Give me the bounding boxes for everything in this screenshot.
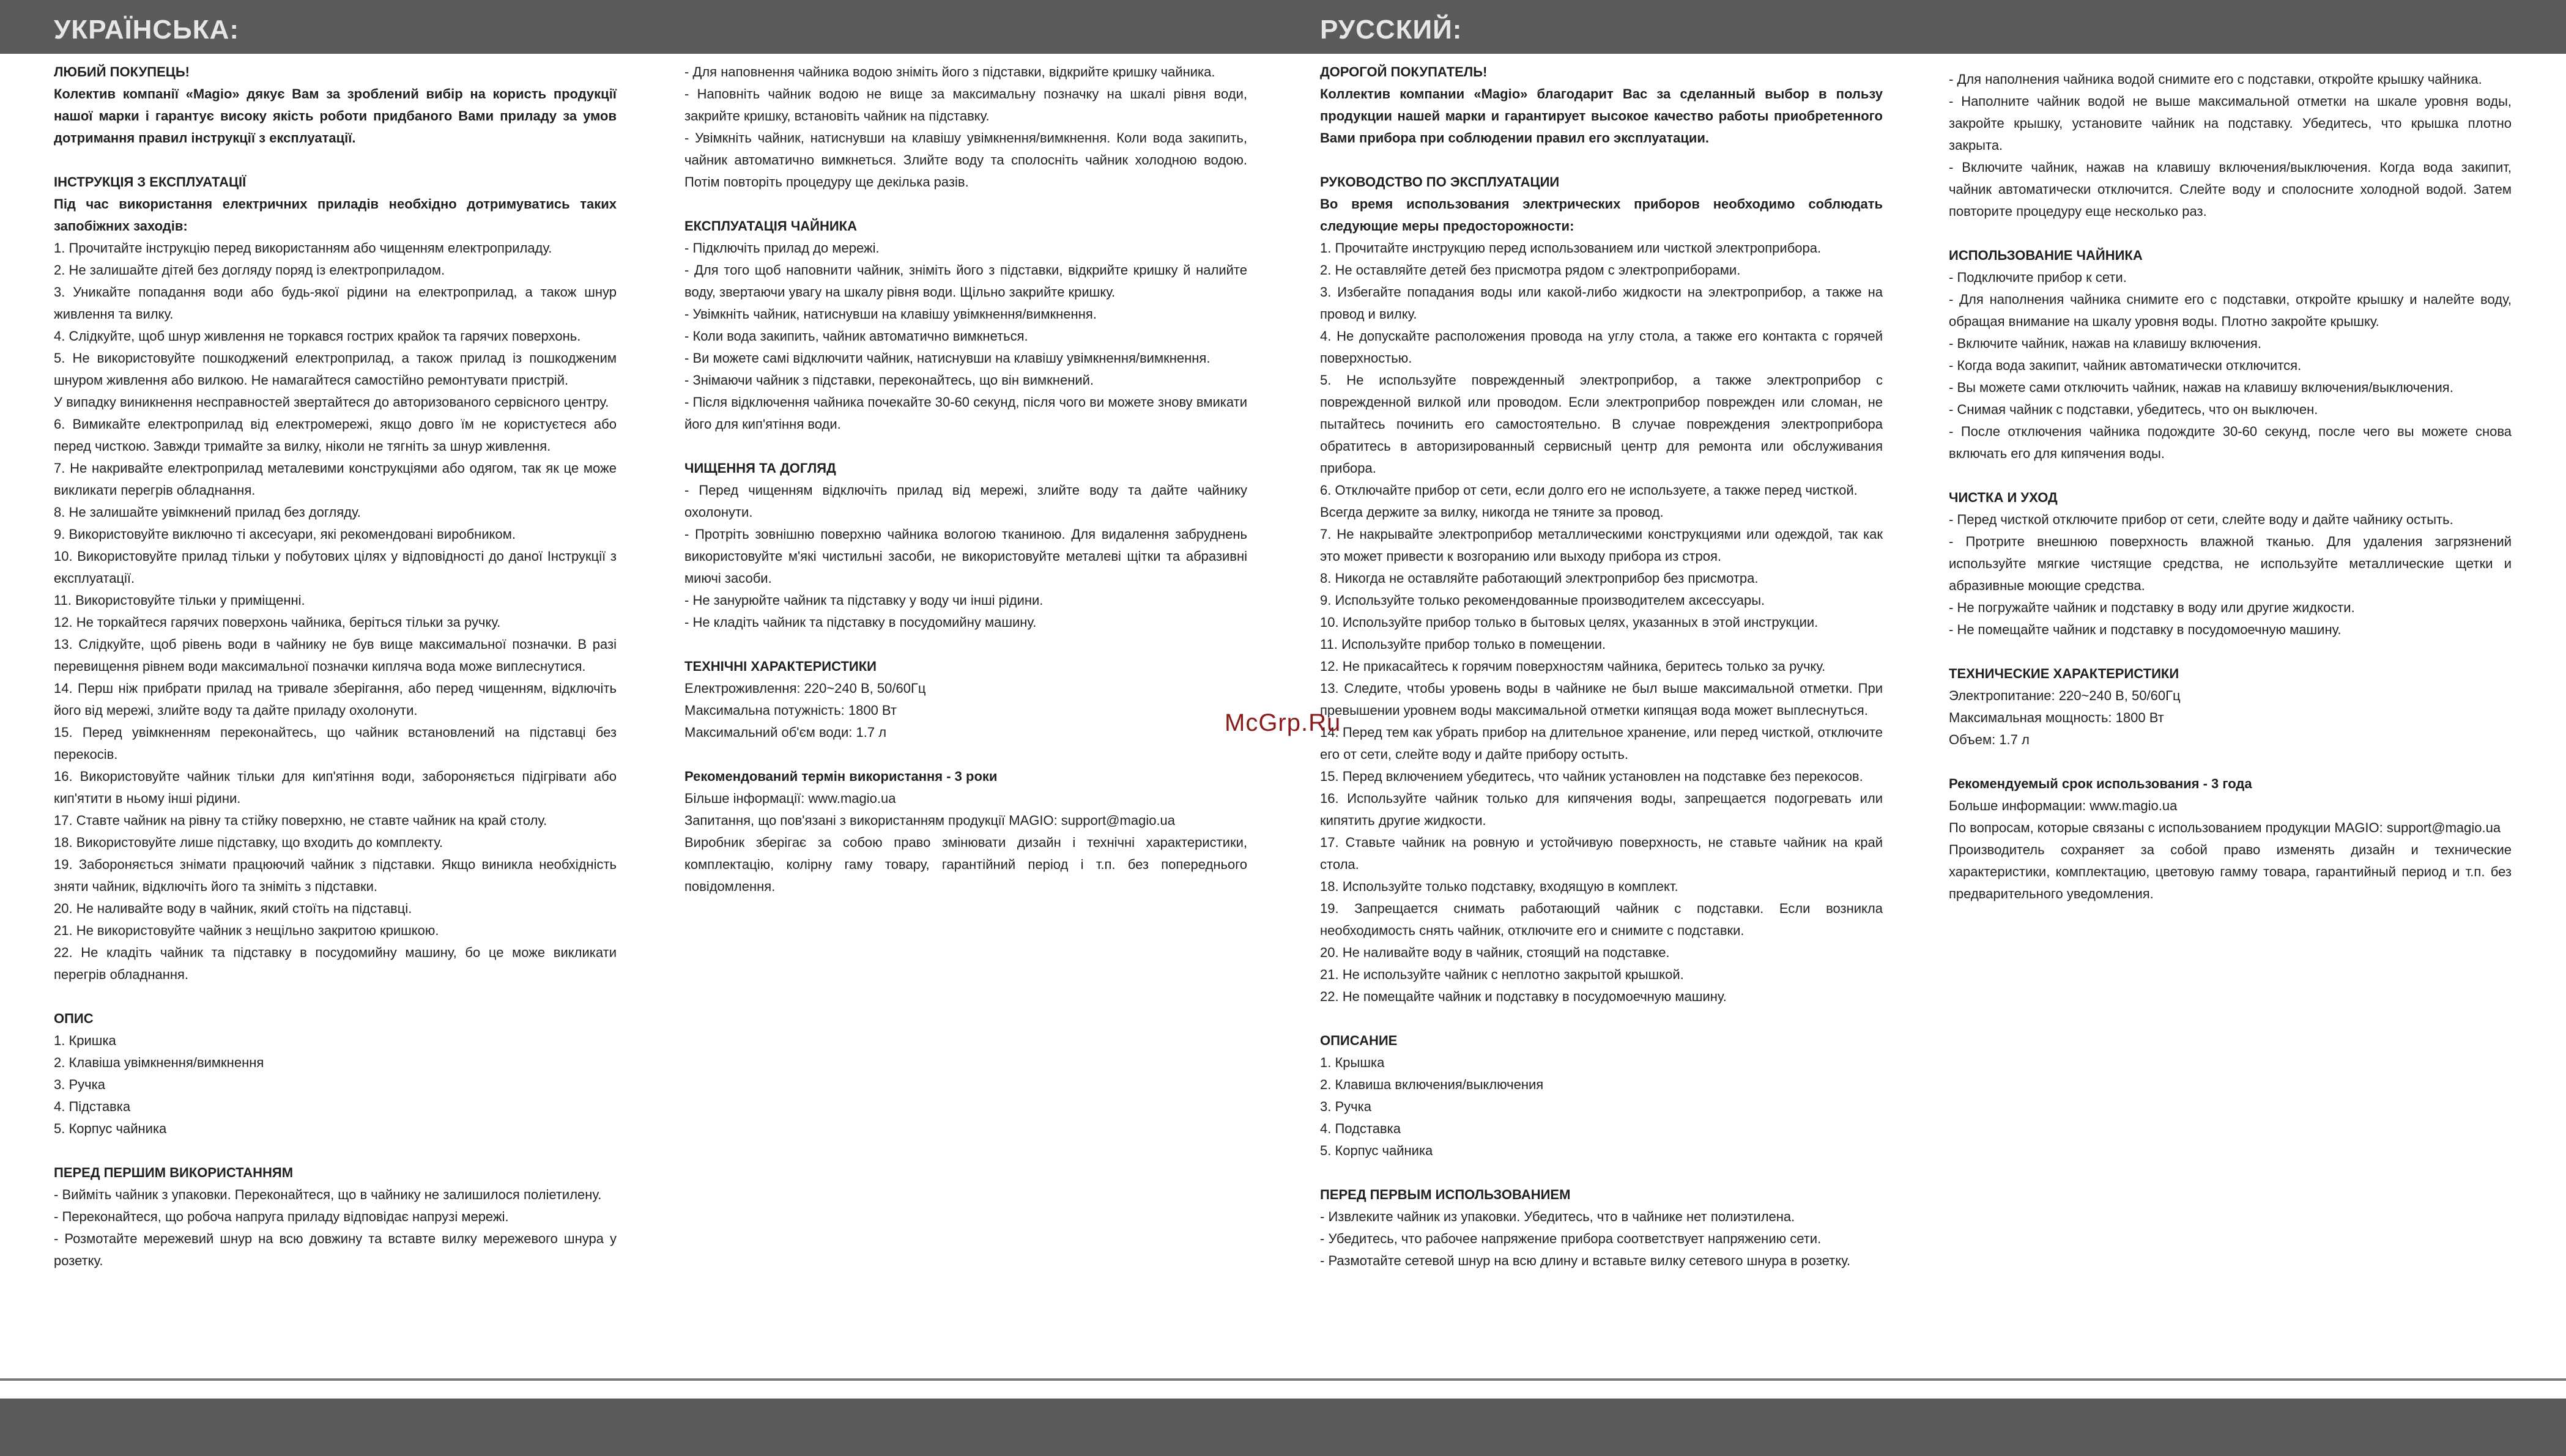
ua-rule: 3. Уникайте попадання води або будь-якої рідини на електроприлад, а також шнур живлення та вилку. xyxy=(54,284,617,322)
ua-rule: 4. Слідкуйте, щоб шнур живлення не торкався гострих крайок та гарячих поверхонь. xyxy=(54,328,581,344)
ru-rule: 6. Отключайте прибор от сети, если долго его не используете, а также перед чисткой. xyxy=(1320,482,1858,498)
ru-first-use-item: - Для наполнения чайника водой снимите его с подставки, откройте крышку чайника. xyxy=(1949,72,2482,87)
ua-rule: 8. Не залишайте увімкнений прилад без догляду. xyxy=(54,504,361,520)
ua-care-item: - Протріть зовнішню поверхню чайника вологою тканиною. Для видалення забруднень використовуйте м'які чистильні засоби, не використовуйте металеві щітки та абразивні миючі засоби. xyxy=(684,527,1247,586)
ua-rule: 14. Перш ніж прибрати прилад на тривале зберігання, або перед чищенням, відключіть його від мережі, злийте воду та дайте приладу охолонути. xyxy=(54,681,617,718)
ua-rule: 9. Використовуйте виключно ті аксесуари, які рекомендовані виробником. xyxy=(54,527,516,542)
ua-rule: 1. Прочитайте інструкцію перед використанням або чищенням електроприладу. xyxy=(54,240,552,256)
ru-rule: 11. Используйте прибор только в помещении. xyxy=(1320,637,1606,652)
ua-rule: 13. Слідкуйте, щоб рівень води в чайнику не був вище максимальної позначки. В разі перевищення рівнем води максимальної позначки кипляча вода може виплеснутися. xyxy=(54,637,617,674)
ru-operation-item: - Снимая чайник с подставки, убедитесь, что он выключен. xyxy=(1949,402,2318,417)
ru-first-use-heading: ПЕРЕД ПЕРВЫМ ИСПОЛЬЗОВАНИЕМ xyxy=(1320,1187,1571,1202)
ua-care-item: - Не занурюйте чайник та підставку у воду чи інші рідини. xyxy=(684,593,1044,608)
ru-spec-item: Максимальная мощность: 1800 Вт xyxy=(1949,710,2164,725)
ru-description-heading: ОПИСАНИЕ xyxy=(1320,1033,1398,1048)
ua-description-heading: ОПИС xyxy=(54,1011,94,1026)
ru-operation-item: - Вы можете сами отключить чайник, нажав на клавишу включения/выключения. xyxy=(1949,380,2453,395)
ru-rule: 10. Используйте прибор только в бытовых целях, указанных в этой инструкции. xyxy=(1320,615,1819,630)
ua-instruction-heading: ІНСТРУКЦІЯ З ЕКСПЛУАТАЦІЇ xyxy=(54,174,247,190)
ru-care-heading: ЧИСТКА И УХОД xyxy=(1949,490,2058,505)
ua-instruction-lead: Під час використання електричних приладів необхідно дотримуватись таких запобіжних заходів: xyxy=(54,196,617,234)
ru-column-2 xyxy=(1949,68,2512,905)
ru-rule: 7. Не накрывайте электроприбор металлическими конструкциями или одеждой, так как это может привести к возгоранию или выходу прибора из строя. xyxy=(1320,527,1883,564)
ua-rule: 12. Не торкайтеся гарячих поверхонь чайника, беріться тільки за ручку. xyxy=(54,615,501,630)
ua-rule: 6. Вимикайте електроприлад від електромережі, якщо довго їм не користуєтеся або перед чисткою. Завжди тримайте за вилку, ніколи не тягніть за шнур живлення. xyxy=(54,416,617,454)
ua-spec-item: Максимальний об'єм води: 1.7 л xyxy=(684,725,887,740)
ru-care-item: - Не погружайте чайник и подставку в воду или другие жидкости. xyxy=(1949,600,2355,615)
ua-operation-item: - Для того щоб наповнити чайник, зніміть його з підставки, відкрийте кришку й налийте воду, звертаючи увагу на шкалу рівня води. Щільно закрийте кришку. xyxy=(684,262,1247,300)
ua-operation-heading: ЕКСПЛУАТАЦІЯ ЧАЙНИКА xyxy=(684,218,857,234)
ua-rule: 19. Забороняється знімати працюючий чайник з підставки. Якщо виникла необхідність зняти чайник, відключіть його та зніміть з підставки. xyxy=(54,857,617,894)
ua-rule: 2. Не залишайте дітей без догляду поряд із електроприладом. xyxy=(54,262,445,278)
ua-first-use-item: - Наповніть чайник водою не вище за максимальну позначку на шкалі рівня води, закрийте кришку, встановіть чайник на підставку. xyxy=(684,86,1247,124)
ru-rule: 5. Не используйте поврежденный электроприбор, а также электроприбор с поврежденной вилкой или проводом. Если электроприбор поврежден или сломан, не пытайтесь починить его самостоятельно. В случае повреждения электроприбора обратитесь в авторизированный сервисный центр для ремонта или обслуживания прибора. xyxy=(1320,372,1883,476)
ua-care-item: - Не кладіть чайник та підставку в посудомийну машину. xyxy=(684,615,1037,630)
ru-first-use-item: - Размотайте сетевой шнур на всю длину и вставьте вилку сетевого шнура в розетку. xyxy=(1320,1253,1850,1268)
ua-spec-item: Максимальна потужність: 1800 Вт xyxy=(684,703,897,718)
ru-rule: 21. Не используйте чайник с неплотно закрытой крышкой. xyxy=(1320,967,1684,982)
ua-rule: 22. Не кладіть чайник та підставку в посудомийну машину, бо це може викликати перегрів обладнання. xyxy=(54,945,617,982)
ru-term-item: Больше информации: www.magio.ua xyxy=(1949,798,2178,813)
ru-spec-item: Объем: 1.7 л xyxy=(1949,732,2030,747)
ru-description-item: 2. Клавиша включения/выключения xyxy=(1320,1077,1544,1092)
ru-first-use-item: - Извлеките чайник из упаковки. Убедитесь, что в чайнике нет полиэтилена. xyxy=(1320,1209,1795,1224)
ua-rule: 5. Не використовуйте пошкоджений електроприлад, а також прилад із пошкодженим шнуром живлення або вилкою. Не намагайтеся самостійно ремонтувати пристрій. xyxy=(54,350,617,388)
ua-rule: 20. Не наливайте воду в чайник, який стоїть на підставці. xyxy=(54,901,412,916)
ru-term-item: Производитель сохраняет за собой право изменять дизайн и технические характеристики, комплектацию, цветовую гамму товара, гарантийный период и т.п. без предварительного уведомления. xyxy=(1949,842,2512,901)
ua-description-item: 4. Підставка xyxy=(54,1099,131,1114)
russian-section-title: РУССКИЙ: xyxy=(1320,15,1463,45)
ua-term-heading: Рекомендований термін використання - 3 роки xyxy=(684,769,998,784)
watermark-text: McGrp.Ru xyxy=(1225,709,1341,736)
ua-term-item: Виробник зберігає за собою право змінювати дизайн і технічні характеристики, комплектацію, колірну гаму товару, гарантійний період і т.п. без попереднього повідомлення. xyxy=(684,835,1247,894)
ua-rule: 21. Не використовуйте чайник з нещільно закритою кришкою. xyxy=(54,923,439,938)
ua-operation-item: - Після відключення чайника почекайте 30-60 секунд, після чого ви можете знову вмикати його для кип'ятіння води. xyxy=(684,394,1247,432)
ua-operation-item: - Знімаючи чайник з підставки, переконайтесь, що він вимкнений. xyxy=(684,372,1094,388)
ru-rule: 15. Перед включением убедитесь, что чайник установлен на подставке без перекосов. xyxy=(1320,769,1863,784)
ru-rule: 19. Запрещается снимать работающий чайник с подставки. Если возникла необходимость снять чайник, отключите его и снимите с подставки. xyxy=(1320,901,1883,938)
ru-care-item: - Перед чисткой отключите прибор от сети, слейте воду и дайте чайнику остыть. xyxy=(1949,512,2453,527)
ru-care-item: - Протрите внешнюю поверхность влажной тканью. Для удаления загрязнений используйте мягкие чистящие средства, не используйте металлические щетки и абразивные моющие средства. xyxy=(1949,534,2512,593)
ru-description-item: 1. Крышка xyxy=(1320,1055,1385,1070)
ru-rule: Всегда держите за вилку, никогда не тяните за провод. xyxy=(1320,504,1664,520)
ua-first-use-heading: ПЕРЕД ПЕРШИМ ВИКОРИСТАННЯМ xyxy=(54,1165,294,1180)
ru-description-item: 5. Корпус чайника xyxy=(1320,1143,1433,1158)
ru-instruction-lead: Во время использования электрических приборов необходимо соблюдать следующие меры предосторожности: xyxy=(1320,196,1883,234)
footer-bar xyxy=(0,1399,2566,1456)
ru-rule: 3. Избегайте попадания воды или какой-либо жидкости на электроприбор, а также на провод и вилку. xyxy=(1320,284,1883,322)
ua-operation-item: - Ви можете самі відключити чайник, натиснувши на клавішу увімкнення/вимкнення. xyxy=(684,350,1211,366)
ua-spec-item: Електроживлення: 220~240 В, 50/60Гц xyxy=(684,681,926,696)
ua-term-item: Більше інформації: www.magio.ua xyxy=(684,791,896,806)
ru-care-item: - Не помещайте чайник и подставку в посудомоечную машину. xyxy=(1949,622,2342,637)
ru-rule: 22. Не помещайте чайник и подставку в посудомоечную машину. xyxy=(1320,989,1727,1004)
ru-specs-heading: ТЕХНИЧЕСКИЕ ХАРАКТЕРИСТИКИ xyxy=(1949,666,2179,681)
ru-term-item: По вопросам, которые связаны с использованием продукции MAGIO: support@magio.ua xyxy=(1949,820,2501,835)
ru-first-use-item: - Включите чайник, нажав на клавишу включения/выключения. Когда вода закипит, чайник автоматически отключится. Слейте воду и сполосните холодной водой. Затем повторите процедуру еще несколько раз. xyxy=(1949,160,2512,219)
ru-operation-item: - Подключите прибор к сети. xyxy=(1949,270,2127,285)
ru-column-1 xyxy=(1320,61,1883,1272)
ru-rules-list xyxy=(1320,237,1883,1008)
ua-first-use-item: - Переконайтеся, що робоча напруга приладу відповідає напрузі мережі. xyxy=(54,1209,509,1224)
ru-description-item: 3. Ручка xyxy=(1320,1099,1371,1114)
ua-term-item: Запитання, що пов'язані з використанням продукції MAGIO: support@magio.ua xyxy=(684,813,1176,828)
ua-description-item: 2. Клавіша увімкнення/вимкнення xyxy=(54,1055,264,1070)
ru-rule: 20. Не наливайте воду в чайник, стоящий на подставке. xyxy=(1320,945,1670,960)
ru-first-use-item: - Наполните чайник водой не выше максимальной отметки на шкале уровня воды, закройте крышку, установите чайник на подставку. Убедитесь, что крышка плотно закрыта. xyxy=(1949,94,2512,153)
ua-first-use-item: - Увімкніть чайник, натиснувши на клавішу увімкнення/вимкнення. Коли вода закипить, чайник автоматично вимкнеться. Злийте воду та сполосніть чайник холодною водою. Потім повторіть процедуру ще декілька разів. xyxy=(684,130,1247,190)
ua-description-item: 1. Кришка xyxy=(54,1033,116,1048)
ua-greeting: ЛЮБИЙ ПОКУПЕЦЬ! xyxy=(54,64,190,79)
ru-spec-item: Электропитание: 220~240 В, 50/60Гц xyxy=(1949,688,2181,703)
ru-instruction-heading: РУКОВОДСТВО ПО ЭКСПЛУАТАЦИИ xyxy=(1320,174,1560,190)
ru-rule: 9. Используйте только рекомендованные производителем аксессуары. xyxy=(1320,593,1765,608)
ua-care-item: - Перед чищенням відключіть прилад від мережі, злийте воду та дайте чайнику охолонути. xyxy=(684,482,1247,520)
ru-rule: 4. Не допускайте расположения провода на углу стола, а также его контакта с горячей поверхностью. xyxy=(1320,328,1883,366)
ua-rule: У випадку виникнення несправностей звертайтеся до авторизованого сервісного центру. xyxy=(54,394,609,410)
ua-intro: Колектив компанії «Magio» дякує Вам за зроблений вибір на користь продукції нашої марки і гарантує високу якість роботи придбаного Вами приладу за умов дотримання правил інструкції з експлуатації. xyxy=(54,86,617,146)
ua-rule: 16. Використовуйте чайник тільки для кип'ятіння води, забороняється підігрівати або кип'ятити в ньому інші рідини. xyxy=(54,769,617,806)
ua-description-item: 5. Корпус чайника xyxy=(54,1121,167,1136)
ua-rule: 18. Використовуйте лише підставку, що входить до комплекту. xyxy=(54,835,443,850)
ru-rule: 14. Перед тем как убрать прибор на длительное хранение, или перед чисткой, отключите его от сети, слейте воду и дайте прибору остыть. xyxy=(1320,725,1883,762)
ua-rule: 11. Використовуйте тільки у приміщенні. xyxy=(54,593,305,608)
ru-first-use-item: - Убедитесь, что рабочее напряжение прибора соответствует напряжению сети. xyxy=(1320,1231,1822,1246)
ru-term-heading: Рекомендуемый срок использования - 3 года xyxy=(1949,776,2252,791)
ua-rule: 17. Ставте чайник на рівну та стійку поверхню, не ставте чайник на край столу. xyxy=(54,813,547,828)
ru-rule: 2. Не оставляйте детей без присмотра рядом с электроприборами. xyxy=(1320,262,1741,278)
ru-rule: 12. Не прикасайтесь к горячим поверхностям чайника, беритесь только за ручку. xyxy=(1320,659,1826,674)
ru-operation-heading: ИСПОЛЬЗОВАНИЕ ЧАЙНИКА xyxy=(1949,248,2143,263)
ru-intro: Коллектив компании «Magio» благодарит Вас за сделанный выбор в пользу продукции нашей марки и гарантирует высокое качество работы приобретенного Вами прибора при соблюдении правил его эксплуатации. xyxy=(1320,86,1883,146)
ua-rule: 7. Не накривайте електроприлад металевими конструкціями або одягом, так як це може викликати перегрів обладнання. xyxy=(54,460,617,498)
ru-operation-item: - Для наполнения чайника снимите его с подставки, откройте крышку и налейте воду, обращая внимание на шкалу уровня воды. Плотно закройте крышку. xyxy=(1949,292,2512,329)
ru-description-item: 4. Подставка xyxy=(1320,1121,1401,1136)
ua-operation-item: - Підключіть прилад до мережі. xyxy=(684,240,880,256)
ru-rule: 16. Используйте чайник только для кипячения воды, запрещается подогревать или кипятить другие жидкости. xyxy=(1320,791,1883,828)
ua-column-2 xyxy=(684,61,1247,898)
ru-rule: 13. Следите, чтобы уровень воды в чайнике не был выше максимальной отметки. При превышении уровнем воды максимальной отметки кипящая вода может выплеснуться. xyxy=(1320,681,1883,718)
ua-operation-item: - Увімкніть чайник, натиснувши на клавішу увімкнення/вимкнення. xyxy=(684,306,1097,322)
ru-rule: 1. Прочитайте инструкцию перед использованием или чисткой электроприбора. xyxy=(1320,240,1822,256)
ua-operation-item: - Коли вода закипить, чайник автоматично вимкнеться. xyxy=(684,328,1028,344)
ua-first-use-item: - Для наповнення чайника водою зніміть його з підставки, відкрийте кришку чайника. xyxy=(684,64,1215,79)
ua-rule: 15. Перед увімкненням переконайтесь, що чайник встановлений на підставці без перекосів. xyxy=(54,725,617,762)
ua-column-1 xyxy=(54,61,617,1272)
ua-first-use-item: - Вийміть чайник з упаковки. Переконайтеся, що в чайнику не залишилося поліетилену. xyxy=(54,1187,602,1202)
ua-rules-list xyxy=(54,237,617,986)
ru-rule: 18. Используйте только подставку, входящую в комплект. xyxy=(1320,879,1678,894)
ua-first-use-item: - Розмотайте мережевий шнур на всю довжину та вставте вилку мережевого шнура у розетку. xyxy=(54,1231,617,1268)
ua-specs-heading: ТЕХНІЧНІ ХАРАКТЕРИСТИКИ xyxy=(684,659,877,674)
ru-operation-item: - После отключения чайника подождите 30-60 секунд, после чего вы можете снова включать его для кипячения воды. xyxy=(1949,424,2512,461)
ru-operation-item: - Включите чайник, нажав на клавишу включения. xyxy=(1949,336,2261,351)
ru-greeting: ДОРОГОЙ ПОКУПАТЕЛЬ! xyxy=(1320,64,1488,79)
footer-divider xyxy=(0,1378,2566,1381)
ru-operation-item: - Когда вода закипит, чайник автоматически отключится. xyxy=(1949,358,2302,373)
ru-rule: 8. Никогда не оставляйте работающий электроприбор без присмотра. xyxy=(1320,571,1759,586)
ua-care-heading: ЧИЩЕННЯ ТА ДОГЛЯД xyxy=(684,460,836,476)
ua-description-item: 3. Ручка xyxy=(54,1077,105,1092)
ru-rule: 17. Ставьте чайник на ровную и устойчивую поверхность, не ставьте чайник на край стола. xyxy=(1320,835,1883,872)
header-bar xyxy=(0,0,2566,54)
ua-rule: 10. Використовуйте прилад тільки у побутових цілях у відповідності до даної Інструкції з експлуатації. xyxy=(54,549,617,586)
ukrainian-section-title: УКРАЇНСЬКА: xyxy=(54,15,240,45)
